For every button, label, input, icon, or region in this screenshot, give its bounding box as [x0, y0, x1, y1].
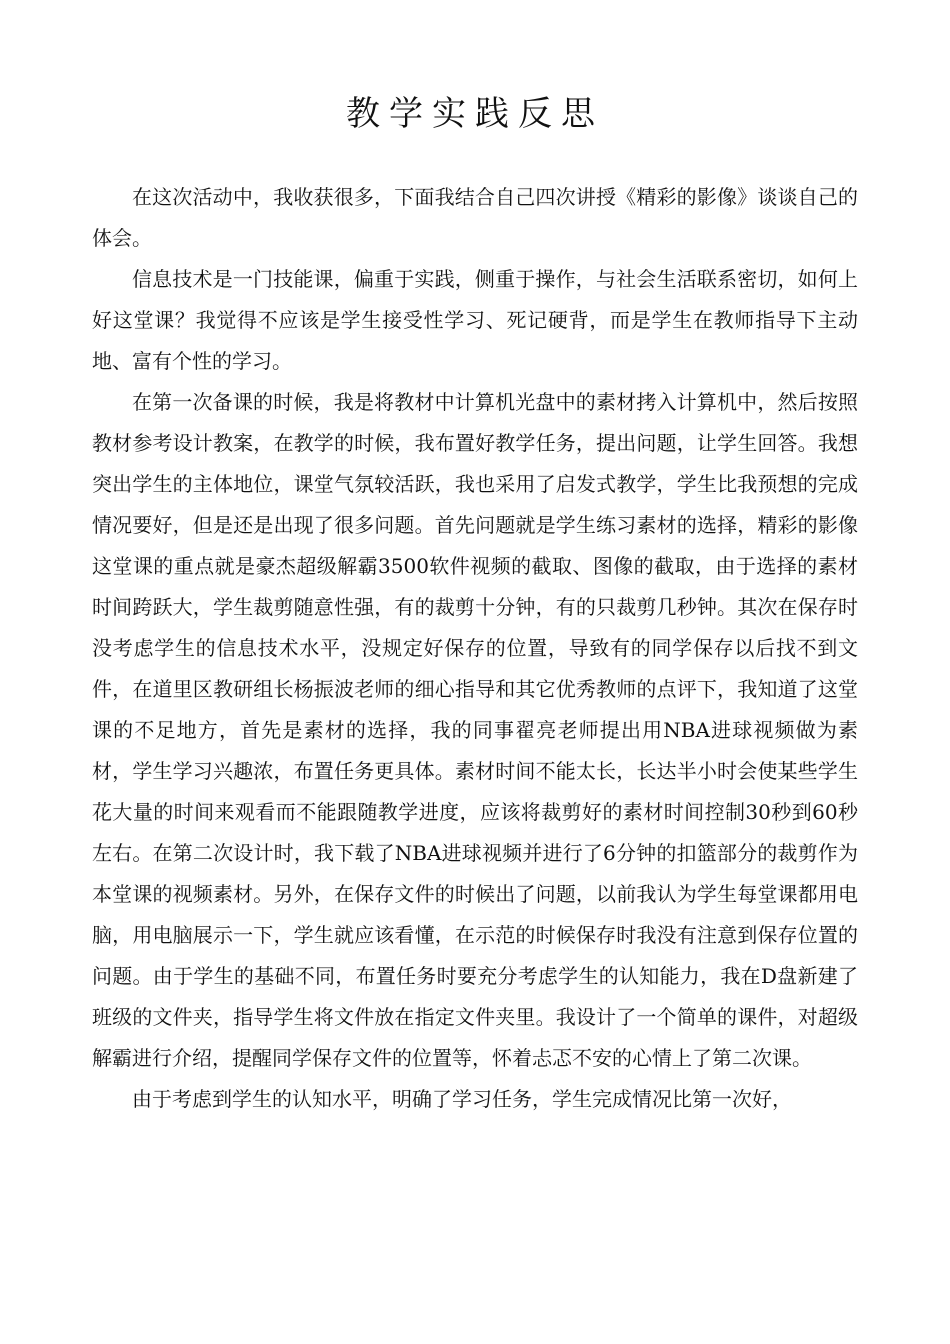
paragraph-4: 由于考虑到学生的认知水平，明确了学习任务，学生完成情况比第一次好，	[132, 1087, 792, 1111]
document-body	[92, 177, 858, 1120]
paragraph-1: 在这次活动中，我收获很多，下面我结合自己四次讲授《精彩的影像》谈谈自己的体会。	[92, 185, 858, 250]
paragraph-2: 信息技术是一门技能课，偏重于实践，侧重于操作，与社会生活联系密切，如何上好这堂课？我觉得不应该是学生接受性学习、死记硬背，而是学生在教师指导下主动地、富有个性的学习。	[92, 267, 858, 373]
document-title: 教学实践反思	[346, 94, 604, 134]
paragraph-3: 在第一次备课的时候，我是将教材中计算机光盘中的素材拷入计算机中，然后按照教材参考设计教案，在教学的时候，我布置好教学任务，提出问题，让学生回答。我想突出学生的主体地位，课堂气氛较活跃，我也采用了启发式教学，学生比我预想的完成情况要好，但是还是出现了很多问题。首先问题就是学生练习素材的选择，精彩的影像这堂课的重点就是豪杰超级解霸3500软件视频的截取、图像的截取，由于选择的素材时间跨跃大，学生裁剪随意性强，有的裁剪十分钟，有的只裁剪几秒钟。其次在保存时没考虑学生的信息技术水平，没规定好保存的位置，导致有的同学保存以后找不到文件，在道里区教研组长杨振波老师的细心指导和其它优秀教师的点评下，我知道了这堂课的不足地方，首先是素材的选择，我的同事翟亮老师提出用NBA进球视频做为素材，学生学习兴趣浓，布置任务更具体。素材时间不能太长，长达半小时会使某些学生花大量的时间来观看而不能跟随教学进度，应该将裁剪好的素材时间控制30秒到60秒左右。在第二次设计时，我下载了NBA进球视频并进行了6分钟的扣篮部分的裁剪作为本堂课的视频素材。另外，在保存文件的时候出了问题，以前我认为学生每堂课都用电脑，用电脑展示一下，学生就应该看懂，在示范的时候保存时我没有注意到保存位置的问题。由于学生的基础不同，布置任务时要充分考虑学生的认知能力，我在D盘新建了班级的文件夹，指导学生将文件放在指定文件夹里。我设计了一个简单的课件，对超级解霸进行介绍，提醒同学保存文件的位置等，怀着忐忑不安的心情上了第二次课。	[92, 390, 858, 1070]
